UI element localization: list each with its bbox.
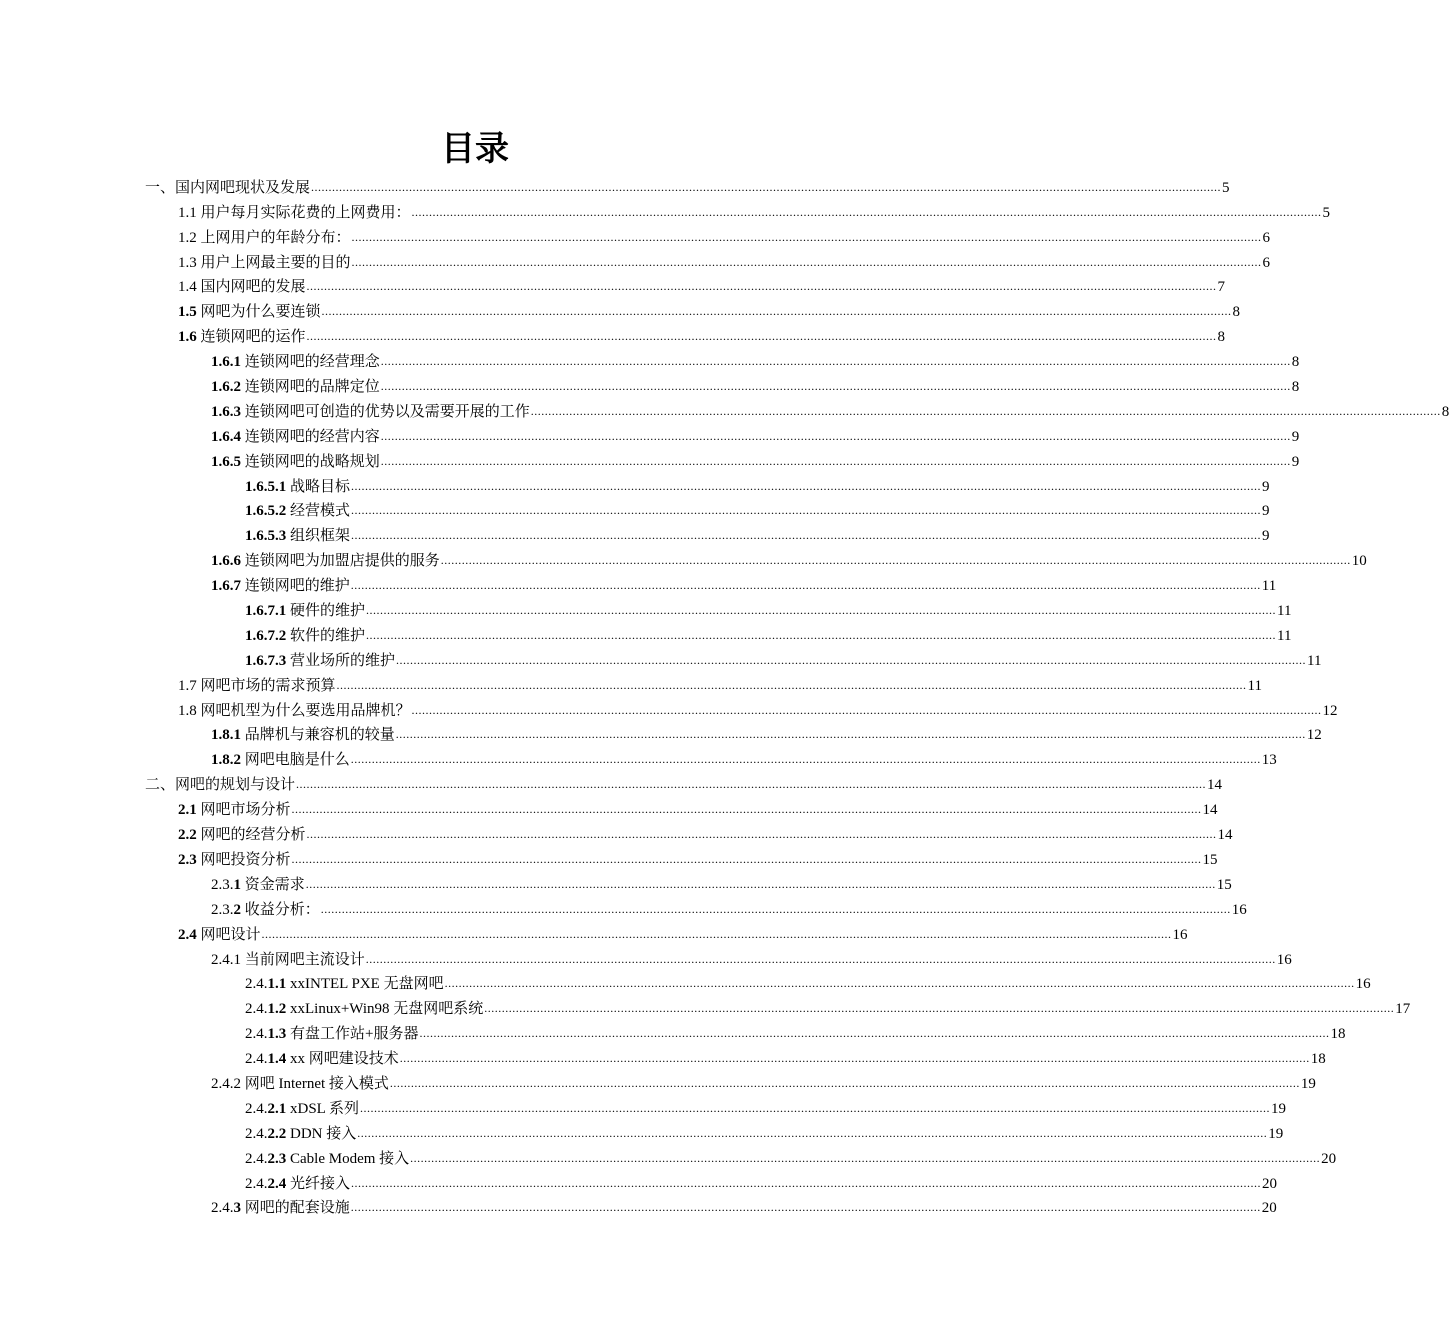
toc-entry[interactable] [245, 646, 1322, 671]
toc-entry-subnumber: 1.2 [267, 1001, 290, 1018]
toc-entry-number: 2.4. [245, 1026, 268, 1043]
toc-entry-text: 网吧的配套设施 [244, 1200, 350, 1217]
toc-entry-label [178, 228, 351, 248]
toc-entry-label [178, 925, 261, 945]
toc-dot-leader: .................................................................................................................................................................................................................................................................... [350, 578, 1261, 593]
toc-entry-text: 有盘工作站+服务器 [290, 1026, 419, 1043]
toc-entry-text: Cable Modem 接入 [290, 1150, 410, 1167]
toc-entry-number: 1.6.5.1 [245, 478, 290, 495]
toc-entry-label [245, 1049, 399, 1069]
toc-entry-text: 连锁网吧的运作 [200, 329, 306, 346]
toc-page-number: 8 [1232, 304, 1241, 321]
toc-entry-number: 2.4. [211, 1200, 234, 1217]
toc-entry-number: 1.2 [178, 229, 201, 246]
toc-entry-label [178, 701, 411, 721]
toc-entry-label [245, 1024, 418, 1044]
toc-entry-label [211, 352, 380, 372]
toc-entry-subnumber: 2.1 [267, 1100, 290, 1117]
toc-entry-subnumber: 2.3 [267, 1150, 290, 1167]
toc-page-number: 10 [1351, 553, 1367, 570]
toc-entry[interactable] [245, 621, 1292, 646]
toc-dot-leader: .................................................................................................................................................................................................................................................................... [261, 926, 1172, 941]
toc-dot-leader: .................................................................................................................................................................................................................................................................... [296, 777, 1207, 792]
toc-page-number: 20 [1261, 1200, 1277, 1217]
toc-entry-text: 光纤接入 [290, 1175, 351, 1192]
toc-page-number: 11 [1261, 578, 1277, 595]
toc-entry-text: 资金需求 [244, 876, 305, 893]
toc-entry[interactable] [211, 347, 1300, 372]
toc-page-number: 6 [1262, 229, 1271, 246]
toc-entry[interactable] [245, 1169, 1278, 1194]
toc-entry-text: 网吧为什么要连锁 [200, 304, 321, 321]
toc-entry-subnumber: 3 [233, 1200, 245, 1217]
toc-dot-leader: .................................................................................................................................................................................................................................................................... [365, 951, 1276, 966]
toc-entry-label [245, 1174, 350, 1194]
toc-page-number: 16 [1231, 901, 1247, 918]
toc-entry-label [211, 1198, 350, 1218]
toc-entry-text: 网吧机型为什么要选用品牌机？ [200, 702, 411, 719]
toc-entry-text: 用户上网最主要的目的 [200, 254, 351, 271]
toc-entry[interactable] [178, 820, 1233, 845]
toc-entry-number: 1.6.6 [211, 553, 245, 570]
toc-entry[interactable] [178, 273, 1226, 298]
toc-entry-label [145, 775, 295, 795]
toc-entry-number: 1.6.5.3 [245, 528, 290, 545]
toc-dot-leader: .................................................................................................................................................................................................................................................................... [357, 1125, 1268, 1140]
toc-entry-text: 网吧市场的需求预算 [200, 677, 336, 694]
toc-dot-leader: .................................................................................................................................................................................................................................................................... [321, 304, 1232, 319]
toc-entry[interactable] [178, 795, 1218, 820]
toc-entry-text: 经营模式 [290, 503, 351, 520]
toc-page-number: 8 [1291, 354, 1300, 371]
toc-entry[interactable] [245, 1094, 1287, 1119]
toc-page-number: 11 [1277, 603, 1292, 620]
toc-dot-leader: .................................................................................................................................................................................................................................................................... [366, 627, 1277, 642]
toc-entry-number: 1.6.5 [211, 453, 245, 470]
toc-page-number: 14 [1217, 827, 1233, 844]
toc-page-number: 12 [1322, 702, 1338, 719]
toc-entry-label [211, 576, 350, 596]
toc-dot-leader: .................................................................................................................................................................................................................................................................... [530, 403, 1441, 418]
toc-entry-subnumber: 1.4 [267, 1051, 290, 1068]
toc-entry-label [178, 253, 351, 273]
toc-dot-leader: .................................................................................................................................................................................................................................................................... [311, 179, 1222, 194]
toc-entry[interactable] [178, 671, 1262, 696]
toc-dot-leader: .................................................................................................................................................................................................................................................................... [320, 901, 1231, 916]
toc-entry[interactable] [178, 696, 1338, 721]
toc-entry-label [245, 477, 350, 497]
toc-entry-label [245, 974, 444, 994]
toc-entry[interactable] [178, 297, 1241, 322]
toc-entry-text: DDN 接入 [290, 1125, 357, 1142]
toc-entry-text: 网吧设计 [200, 926, 261, 943]
toc-page-number: 16 [1276, 951, 1292, 968]
toc-entry-text: 战略目标 [290, 478, 351, 495]
toc-entry-subnumber: 2.2 [267, 1125, 290, 1142]
toc-dot-leader: .................................................................................................................................................................................................................................................................... [380, 379, 1291, 394]
toc-entry-text: 连锁网吧的维护 [244, 578, 350, 595]
toc-entry-label [211, 950, 365, 970]
toc-dot-leader: .................................................................................................................................................................................................................................................................... [351, 528, 1262, 543]
toc-entry-number: 1.6.5.2 [245, 503, 290, 520]
toc-dot-leader: .................................................................................................................................................................................................................................................................... [484, 1001, 1395, 1016]
toc-entry-text: 组织框架 [290, 528, 351, 545]
toc-dot-leader: .................................................................................................................................................................................................................................................................... [389, 1075, 1300, 1090]
toc-entry-label [178, 277, 306, 297]
toc-entry-subnumber: 1 [233, 876, 245, 893]
toc-entry-label [211, 875, 305, 895]
toc-entry-text: xxINTEL PXE 无盘网吧 [290, 976, 444, 993]
toc-dot-leader: .................................................................................................................................................................................................................................................................... [395, 727, 1306, 742]
toc-page-number: 19 [1300, 1075, 1316, 1092]
toc-entry-text: 网吧电脑是什么 [244, 752, 350, 769]
toc-entry[interactable] [245, 497, 1270, 522]
toc-entry-number: 1.6.7.2 [245, 627, 290, 644]
toc-dot-leader: .................................................................................................................................................................................................................................................................... [360, 1100, 1271, 1115]
toc-entry[interactable] [211, 745, 1277, 770]
toc-page-number: 9 [1262, 528, 1270, 545]
toc-entry-subnumber: 2.4 [267, 1175, 290, 1192]
toc-entry-number: 1.8 [178, 702, 201, 719]
toc-entry-label [211, 551, 440, 571]
toc-entry-number: 2.3 [178, 851, 201, 868]
toc-entry-label [211, 452, 380, 472]
toc-page-number: 18 [1330, 1026, 1346, 1043]
toc-entry-number: 1.6.7 [211, 578, 245, 595]
toc-entry[interactable] [245, 596, 1292, 621]
toc-entry-text: 二、网吧的规划与设计 [145, 777, 296, 794]
toc-page-number: 15 [1216, 876, 1232, 893]
toc-entry-text: 收益分析： [244, 901, 320, 918]
toc-entry-label [245, 651, 395, 671]
toc-entry-label [245, 1124, 356, 1144]
toc-page-number: 8 [1217, 329, 1226, 346]
toc-entry[interactable] [211, 546, 1367, 571]
toc-entry-number: 1.3 [178, 254, 201, 271]
toc-entry-number: 2.4. [245, 1001, 268, 1018]
toc-entry[interactable] [245, 970, 1371, 995]
toc-dot-leader: .................................................................................................................................................................................................................................................................... [291, 802, 1202, 817]
toc-dot-leader: .................................................................................................................................................................................................................................................................... [410, 1150, 1321, 1165]
toc-entry-number: 1.6.2 [211, 379, 245, 396]
toc-dot-leader: .................................................................................................................................................................................................................................................................... [411, 702, 1322, 717]
toc-page-number: 19 [1271, 1100, 1287, 1117]
toc-entry-label [245, 601, 365, 621]
toc-page-number: 7 [1217, 279, 1226, 296]
toc-entry[interactable] [211, 422, 1300, 447]
toc-entry-text: 连锁网吧可创造的优势以及需要开展的工作 [244, 403, 530, 420]
toc-entry[interactable] [211, 721, 1322, 746]
toc-entry-label [245, 1099, 359, 1119]
toc-entry-text: xx 网吧建设技术 [290, 1051, 399, 1068]
toc-page-number: 16 [1355, 976, 1371, 993]
toc-entry-number: 2.4. [245, 1150, 268, 1167]
toc-entry-number: 2.2 [178, 827, 201, 844]
toc-entry-number: 2.3. [211, 901, 234, 918]
toc-dot-leader: .................................................................................................................................................................................................................................................................... [351, 254, 1262, 269]
toc-entry-text: 连锁网吧的经营理念 [244, 354, 380, 371]
toc-dot-leader: .................................................................................................................................................................................................................................................................... [380, 354, 1291, 369]
toc-entry-number: 1.7 [178, 677, 201, 694]
toc-dot-leader: .................................................................................................................................................................................................................................................................... [305, 876, 1216, 891]
toc-page-number: 15 [1202, 851, 1218, 868]
toc-dot-leader: .................................................................................................................................................................................................................................................................... [380, 453, 1291, 468]
toc-entry[interactable] [245, 472, 1270, 497]
toc-entry-number: 1.6.3 [211, 403, 245, 420]
toc-entry-text: 网吧 Internet 接入模式 [244, 1075, 389, 1092]
toc-page-number: 14 [1207, 777, 1223, 794]
toc-entry-number: 1.8.2 [211, 752, 245, 769]
toc-entry[interactable] [145, 770, 1223, 795]
toc-entry-text: 连锁网吧的品牌定位 [244, 379, 380, 396]
toc-page-number: 20 [1321, 1150, 1337, 1167]
toc-entry[interactable] [211, 447, 1300, 472]
toc-entry-text: 网吧的经营分析 [200, 827, 306, 844]
toc-page-number: 13 [1261, 752, 1277, 769]
toc-entry-label [211, 377, 380, 397]
toc-dot-leader: .................................................................................................................................................................................................................................................................... [351, 229, 1262, 244]
toc-entry-label [211, 900, 320, 920]
toc-page-number: 11 [1307, 652, 1322, 669]
toc-entry-text: 连锁网吧的经营内容 [244, 428, 380, 445]
toc-entry-number: 1.5 [178, 304, 201, 321]
toc-entry[interactable] [211, 945, 1292, 970]
toc-entry-number: 2.4. [245, 1125, 268, 1142]
toc-dot-leader: .................................................................................................................................................................................................................................................................... [411, 204, 1322, 219]
toc-entry-text: 当前网吧主流设计 [244, 951, 365, 968]
toc-entry-label [245, 526, 350, 546]
toc-entry-label [145, 178, 310, 198]
toc-entry-number: 1.6.4 [211, 428, 245, 445]
toc-entry-text: 营业场所的维护 [290, 652, 396, 669]
toc-page-number: 11 [1247, 677, 1262, 694]
toc-entry-text: xDSL 系列 [290, 1100, 360, 1117]
toc-entry-label [178, 825, 306, 845]
toc-page-number: 9 [1291, 428, 1300, 445]
toc-dot-leader: .................................................................................................................................................................................................................................................................... [399, 1051, 1310, 1066]
toc-page-number: 19 [1268, 1125, 1284, 1142]
toc-entry-subnumber: 1.3 [267, 1026, 290, 1043]
toc-entry-label [178, 302, 321, 322]
toc-entry-label [178, 676, 336, 696]
toc-entry-number: 1.6.7.1 [245, 603, 290, 620]
toc-entry-text: 软件的维护 [290, 627, 366, 644]
toc-entry-number: 1.6.7.3 [245, 652, 290, 669]
toc-entry-number: 2.4. [245, 1100, 268, 1117]
toc-entry-number: 2.4 [178, 926, 201, 943]
toc-dot-leader: .................................................................................................................................................................................................................................................................... [444, 976, 1355, 991]
toc-entry-label [178, 327, 306, 347]
toc-entry-text: 硬件的维护 [290, 603, 366, 620]
toc-entry-label [211, 1074, 389, 1094]
toc-entry[interactable] [211, 1194, 1277, 1219]
toc-entry-text: xxLinux+Win98 无盘网吧系统 [290, 1001, 484, 1018]
toc-entry[interactable] [211, 397, 1449, 422]
toc-entry[interactable] [145, 173, 1230, 198]
toc-entry-number: 1.6.1 [211, 354, 245, 371]
toc-entry[interactable] [245, 1144, 1337, 1169]
toc-dot-leader: .................................................................................................................................................................................................................................................................... [306, 279, 1217, 294]
toc-entry-subnumber: 2 [233, 901, 245, 918]
toc-page-number: 14 [1202, 802, 1218, 819]
toc-page-number: 20 [1262, 1175, 1278, 1192]
toc-entry-subnumber: 1.1 [267, 976, 290, 993]
toc-entry-label [245, 626, 365, 646]
toc-entry-label [211, 750, 350, 770]
toc-entry-text: 国内网吧的发展 [200, 279, 306, 296]
toc-entry-label [178, 203, 411, 223]
toc-entry-number: 2.4.2 [211, 1075, 245, 1092]
toc-entry-label [211, 427, 380, 447]
toc-dot-leader: .................................................................................................................................................................................................................................................................... [336, 677, 1247, 692]
toc-page-number: 11 [1277, 627, 1292, 644]
toc-entry-number: 2.4.1 [211, 951, 245, 968]
toc-entry-number: 2.3. [211, 876, 234, 893]
toc-entry-label [211, 402, 530, 422]
toc-page-number: 16 [1172, 926, 1188, 943]
toc-page-number: 8 [1441, 403, 1449, 420]
toc-entry-text: 连锁网吧为加盟店提供的服务 [244, 553, 440, 570]
toc-entry-text: 一、国内网吧现状及发展 [145, 179, 311, 196]
toc-entry[interactable] [211, 372, 1300, 397]
toc-page-number: 8 [1291, 379, 1300, 396]
toc-entry[interactable] [178, 223, 1271, 248]
toc-entry-text: 上网用户的年龄分布： [200, 229, 351, 246]
toc-dot-leader: .................................................................................................................................................................................................................................................................... [306, 827, 1217, 842]
toc-entry-text: 用户每月实际花费的上网费用： [200, 204, 411, 221]
toc-entry[interactable] [211, 895, 1247, 920]
toc-dot-leader: .................................................................................................................................................................................................................................................................... [351, 1175, 1262, 1190]
toc-page-number: 12 [1306, 727, 1322, 744]
toc-dot-leader: .................................................................................................................................................................................................................................................................... [396, 652, 1307, 667]
toc-entry[interactable] [178, 248, 1271, 273]
toc-entry-text: 品牌机与兼容机的较量 [244, 727, 395, 744]
toc-entry-number: 1.6 [178, 329, 201, 346]
toc-entry-label [211, 725, 395, 745]
toc-page-number: 17 [1395, 1001, 1411, 1018]
toc-entry[interactable] [245, 521, 1270, 546]
toc-entry-text: 连锁网吧的战略规划 [244, 453, 380, 470]
toc-entry[interactable] [178, 322, 1226, 347]
toc-entry-number: 2.1 [178, 802, 201, 819]
toc-dot-leader: .................................................................................................................................................................................................................................................................... [419, 1026, 1330, 1041]
toc-entry[interactable] [245, 994, 1411, 1019]
toc-entry-number: 2.4. [245, 976, 268, 993]
toc-entry-text: 网吧投资分析 [200, 851, 291, 868]
toc-entry[interactable] [211, 870, 1232, 895]
toc-entry-label [245, 1149, 409, 1169]
toc-dot-leader: .................................................................................................................................................................................................................................................................... [351, 478, 1262, 493]
toc-dot-leader: .................................................................................................................................................................................................................................................................... [351, 503, 1262, 518]
toc-page-number: 9 [1262, 503, 1270, 520]
toc-page-number: 9 [1262, 478, 1270, 495]
toc-entry[interactable] [178, 198, 1331, 223]
toc-entry-text: 网吧市场分析 [200, 802, 291, 819]
toc-entry[interactable] [245, 1119, 1284, 1144]
toc-page-number: 6 [1262, 254, 1271, 271]
toc-entry-label [178, 850, 291, 870]
toc-dot-leader: .................................................................................................................................................................................................................................................................... [350, 752, 1261, 767]
toc-dot-leader: .................................................................................................................................................................................................................................................................... [306, 329, 1217, 344]
toc-page-number: 5 [1222, 179, 1230, 196]
toc-entry-label [178, 800, 291, 820]
toc-entry[interactable] [211, 571, 1277, 596]
toc-entry-number: 1.1 [178, 204, 201, 221]
toc-dot-leader: .................................................................................................................................................................................................................................................................... [440, 553, 1351, 568]
toc-page-number: 5 [1322, 204, 1331, 221]
toc-entry-label [245, 999, 483, 1019]
toc-dot-leader: .................................................................................................................................................................................................................................................................... [350, 1200, 1261, 1215]
toc-page-number: 9 [1291, 453, 1300, 470]
page-title: 目录 [441, 131, 509, 168]
toc-entry[interactable] [178, 845, 1218, 870]
toc-entry[interactable] [178, 920, 1188, 945]
table-of-contents [0, 173, 1449, 1218]
toc-entry-label [245, 501, 350, 521]
toc-entry[interactable] [211, 1069, 1316, 1094]
toc-entry-number: 1.8.1 [211, 727, 245, 744]
toc-entry-number: 1.4 [178, 279, 201, 296]
toc-dot-leader: .................................................................................................................................................................................................................................................................... [291, 851, 1202, 866]
toc-dot-leader: .................................................................................................................................................................................................................................................................... [366, 603, 1277, 618]
toc-entry-number: 2.4. [245, 1051, 268, 1068]
toc-entry[interactable] [245, 1044, 1326, 1069]
toc-dot-leader: .................................................................................................................................................................................................................................................................... [380, 428, 1291, 443]
toc-entry[interactable] [245, 1019, 1346, 1044]
toc-entry-number: 2.4. [245, 1175, 268, 1192]
toc-page-number: 18 [1310, 1051, 1326, 1068]
